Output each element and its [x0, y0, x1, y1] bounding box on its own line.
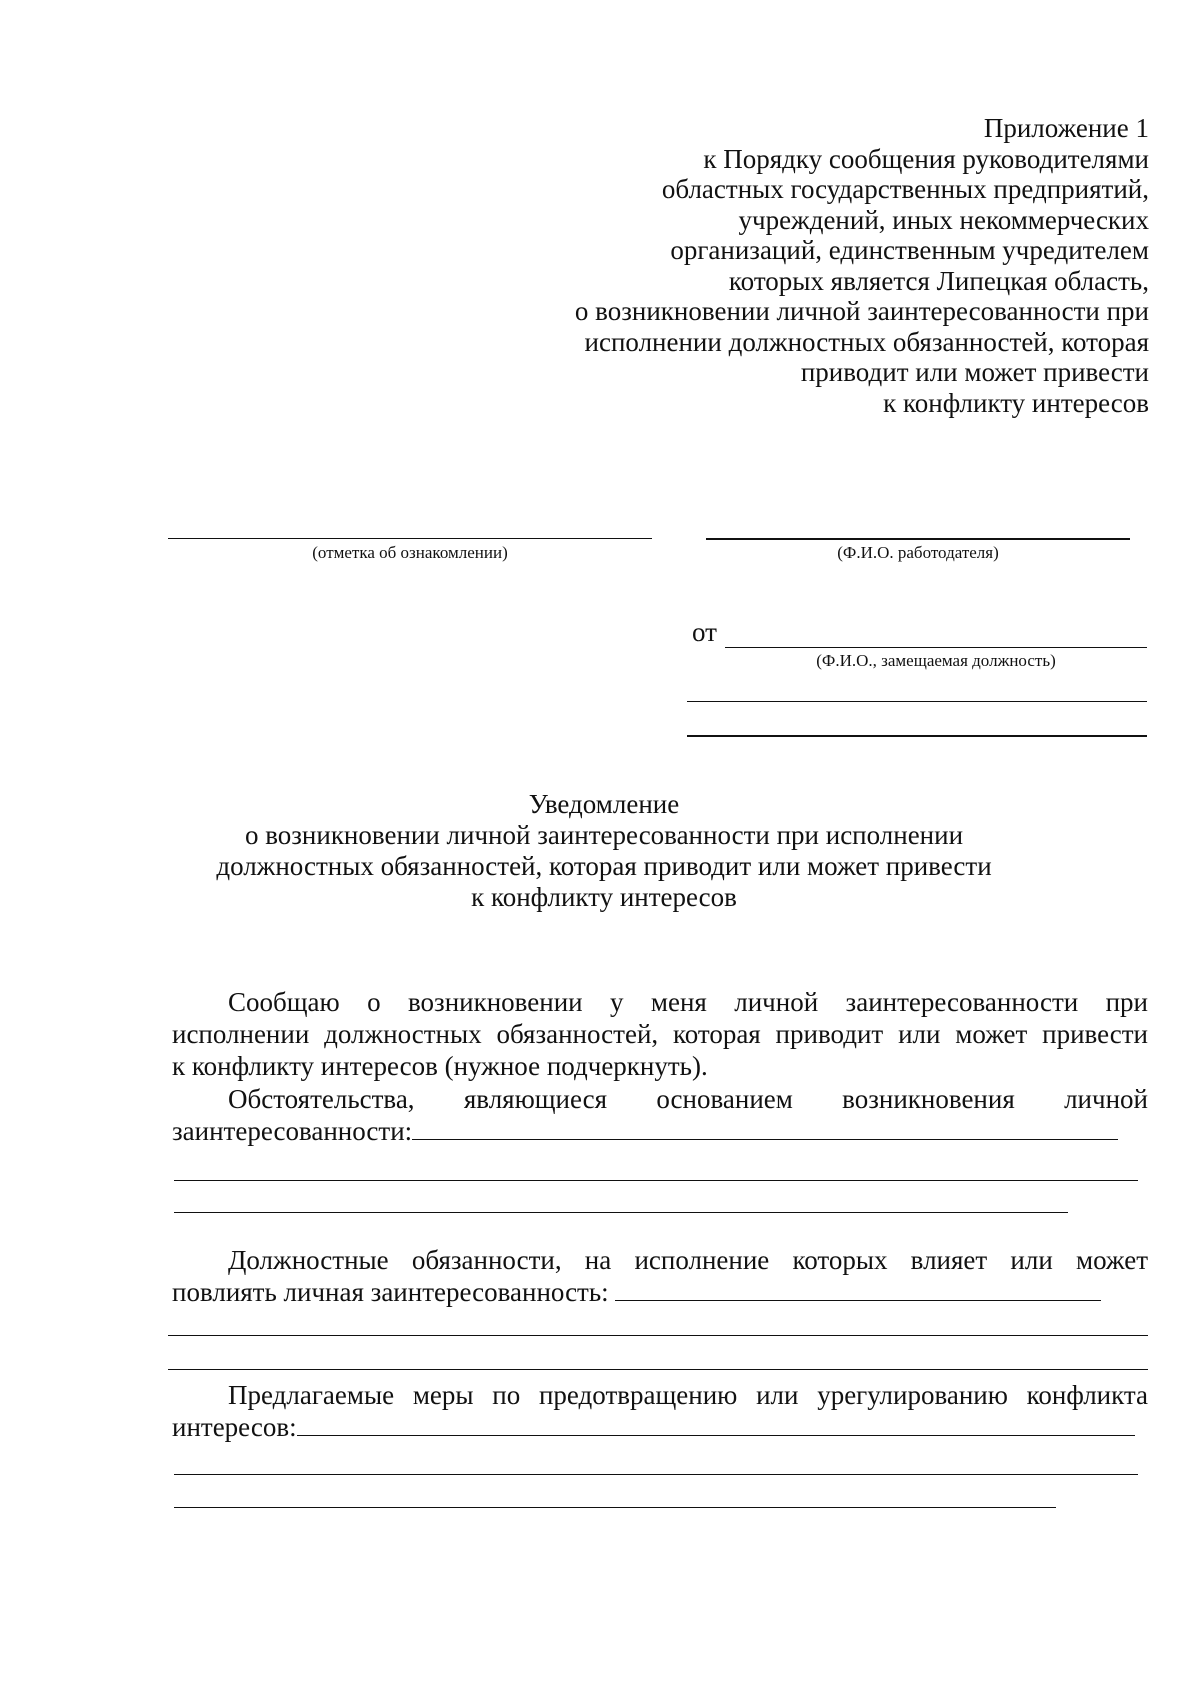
measures-field[interactable]: [297, 1413, 1135, 1436]
paragraph-duties: [172, 1244, 1148, 1308]
paragraph-line: Предлагаемые меры по предотвращению или урегулированию конфликта: [228, 1380, 1148, 1410]
circumstances-line-3[interactable]: [174, 1212, 1068, 1213]
header-line: приводит или может привести: [800, 357, 1149, 387]
header-line: к конфликту интересов: [883, 387, 1149, 418]
title-heading: Уведомление: [528, 789, 680, 819]
position-line-1[interactable]: [687, 701, 1147, 702]
duties-line-2[interactable]: [168, 1335, 1148, 1336]
paragraph-report: [172, 986, 1148, 1082]
paragraph-line: Сообщаю о возникновении у меня личной заинтересованности при: [228, 987, 1148, 1017]
paragraph-line: Должностные обязанности, на исполнение которых влияет или может: [228, 1245, 1148, 1275]
paragraph-line: к конфликту интересов (нужное подчеркнуть).: [172, 1051, 708, 1081]
header-line: исполнении должностных обязанностей, которая: [584, 326, 1149, 357]
notification-title: [0, 789, 1200, 913]
header-line: организаций, единственным учредителем: [670, 235, 1149, 265]
measures-line-3[interactable]: [174, 1507, 1056, 1508]
position-line-2[interactable]: [687, 735, 1147, 737]
title-line: к конфликту интересов: [471, 882, 737, 912]
paragraph-circumstances: [172, 1083, 1148, 1147]
duties-field[interactable]: [615, 1278, 1101, 1301]
header-line: Приложение 1: [983, 113, 1149, 143]
acquaintance-caption: (отметка об ознакомлении): [312, 543, 508, 562]
header-line: учреждений, иных некоммерческих: [738, 204, 1149, 235]
title-line: должностных обязанностей, которая приводит или может привести: [216, 851, 992, 881]
paragraph-line: интересов:: [172, 1412, 297, 1442]
paragraph-measures: [172, 1379, 1148, 1443]
measures-line-2[interactable]: [174, 1474, 1138, 1475]
circumstances-line-2[interactable]: [174, 1180, 1138, 1181]
header-line: к Порядку сообщения руководителями: [703, 143, 1149, 174]
from-name-line[interactable]: [725, 647, 1147, 648]
from-label: от: [692, 617, 717, 647]
paragraph-line: заинтересованности:: [172, 1116, 413, 1146]
paragraph-line: исполнении должностных обязанностей, которая приводит или может привести: [172, 1019, 1148, 1049]
employer-name-line[interactable]: [706, 538, 1130, 540]
from-caption: (Ф.И.О., замещаемая должность): [816, 651, 1056, 670]
header-line: о возникновении личной заинтересованности при: [574, 296, 1149, 326]
acquaintance-line[interactable]: [168, 538, 652, 539]
employer-caption: (Ф.И.О. работодателя): [837, 543, 999, 562]
paragraph-line: повлиять личная заинтересованность:: [172, 1277, 609, 1307]
header-line: областных государственных предприятий,: [661, 174, 1149, 204]
duties-line-3[interactable]: [168, 1369, 1148, 1370]
title-line: о возникновении личной заинтересованности при исполнении: [244, 820, 964, 850]
paragraph-line: Обстоятельства, являющиеся основанием возникновения личной: [228, 1084, 1148, 1114]
header-line: которых является Липецкая область,: [728, 265, 1149, 296]
appendix-header: [449, 113, 1149, 418]
circumstances-field[interactable]: [412, 1117, 1118, 1140]
